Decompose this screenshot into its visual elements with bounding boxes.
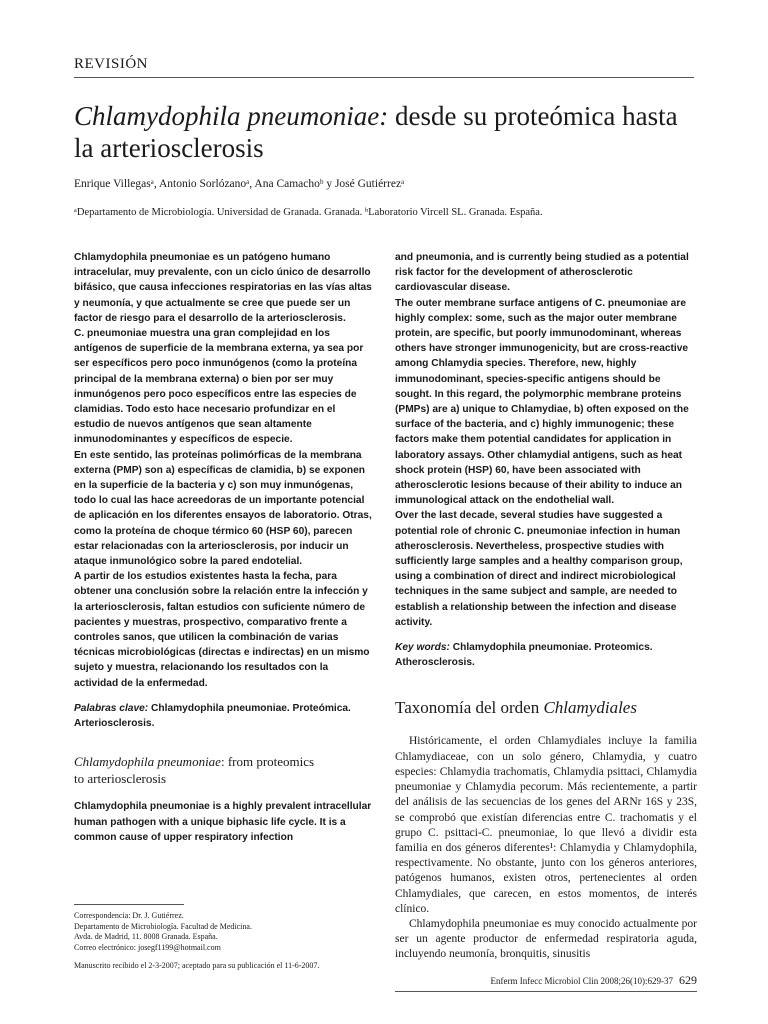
email-line: Correo electrónico: josegf1199@hotmail.com: [74, 942, 221, 952]
english-title-line2: to arteriosclerosis: [74, 771, 167, 787]
abstract-en-left: Chlamydophila pneumoniae is a highly prevalent intracellular human pathogen with a unique biphasic life cycle. It is a common cause of upper respiratory infection: [74, 801, 372, 843]
right-column: [395, 250, 697, 963]
footer-rule: [395, 991, 697, 992]
department-line: Departamento de Microbiología. Facultad de Medicina.: [74, 921, 252, 931]
authors: Enrique Villegasᵃ, Antonio Sorlózanoᵃ, Ana Camachoᵇ y José Gutiérrezᵃ: [74, 178, 405, 190]
footnotes: [74, 904, 374, 972]
english-title-rest: : from proteomics: [220, 754, 315, 770]
received-line: Manuscrito recibido el 2-3-2007; aceptado para su publicación el 11-6-2007.: [74, 961, 320, 970]
body-paragraph-2: Chlamydophila pneumoniae es muy conocido actualmente por ser un agente productor de enfermedad respiratoria aguda, incluyendo neumonía, bronquitis, sinusitis: [395, 917, 697, 961]
affiliation: ᵃDepartamento de Microbiología. Universidad de Granada. Granada. ᵇLaboratorio Vircell SL. Granada. España.: [74, 207, 543, 218]
abstract-es-p2: C. pneumoniae muestra una gran complejidad en los antígenos de superficie de la membrana externa, ya sea por ser específicos pero poco inmunógenos (como la proteína principal de la membrana externa) o bien por ser muy inmunógenos pero poco específicos entre las especies de clamidias. Todo esto hace necesario profundizar en el estudio de nuevos antígenos que sean altamente inmunodominantes y específicos de especie.: [74, 328, 364, 446]
abstract-en-p3: Over the last decade, several studies have suggested a potential role of chronic C. pneumoniae infection in human atherosclerosis. Nevertheless, prospective studies with sufficiently large samples and a healthy comparison group, using a combination of direct and indirect microbiological techniques in the same subject and sample, are needed to establish a relationship between the infection and disease activity.: [395, 510, 683, 628]
keywords-en-label: Key words:: [395, 642, 450, 654]
header-rule: [74, 77, 694, 78]
abstract-en-p2: The outer membrane surface antigens of C. pneumoniae are highly complex: some, such as the major outer membrane protein, are specific, but poorly immunodominant, whereas others have stronger immunogenicity, but are cross-reactive among Chlamydia species. Therefore, new, highly immunodominant, species-specific antigens should be sought. In this regard, the polymorphic membrane proteins (PMPs) are a) unique to Chlamydiae, b) often exposed on the surface of the bacteria, and c) highly immunogenic; these factors make them potential candidates for application in laboratory assays. Other chlamydial antigens, such as heat shock protein (HSP) 60, have been associated with atherosclerotic lesions because of their ability to induce an immunological attack on the endothelial wall.: [395, 297, 689, 507]
left-column: [74, 250, 374, 845]
title-italic: Chlamydophila pneumoniae:: [74, 101, 389, 131]
abstract-es-p3: En este sentido, las proteínas polimórficas de la membrana externa (PMP) son a) específicas de clamidia, b) se exponen en la superficie de la bacteria y c) son muy inmunógenas, todo lo cual las hace acreedoras de un importante potencial de aplicación en los diferentes ensayos de laboratorio. Otras, como la proteína de choque térmico 60 (HSP 60), parecen estar relacionadas con la arteriosclerosis, por inducir un ataque inmunológico sobre la pared endotelial.: [74, 449, 372, 568]
article-title: [74, 100, 694, 164]
title-rest: desde su proteómica hasta la arteriosclerosis: [74, 101, 678, 163]
english-title: [74, 753, 374, 787]
keywords-en: [395, 640, 697, 670]
section-heading: [395, 698, 697, 718]
keywords-es-label: Palabras clave:: [74, 702, 149, 714]
keywords-es-text: Chlamydophila pneumoniae. Proteómica. Arteriosclerosis.: [74, 702, 351, 730]
abstract-es-p4: A partir de los estudios existentes hasta la fecha, para obtener una conclusión sobre la relación entre la infección y la arteriosclerosis, faltan estudios con suficiente número de pacientes y muestras, prospectivo, comparativo frente a controles sanos, que utilicen la combinación de varias técnicas microbiológicas (directas e indirectas) en un mismo sujeto y muestra, relacionando los resultados con la actividad de la enfermedad.: [74, 571, 370, 689]
footnote-rule: [74, 904, 184, 905]
page-number: 629: [679, 973, 697, 987]
abstract-en-p1: and pneumonia, and is currently being studied as a potential risk factor for the development of atherosclerotic cardiovascular disease.: [395, 252, 689, 294]
page-footer: [483, 973, 697, 988]
section-heading-text: Taxonomía del orden: [395, 698, 544, 718]
section-heading-italic: Chlamydiales: [543, 698, 637, 718]
correspondence-line: Correspondencia: Dr. J. Gutiérrez.: [74, 911, 184, 920]
keywords-es: [74, 701, 374, 731]
address-line: Avda. de Madrid, 11. 8008 Granada. España.: [74, 932, 218, 941]
keywords-en-text: Chlamydophila pneumoniae. Proteomics. Atherosclerosis.: [395, 642, 653, 669]
abstract-es-p1: Chlamydophila pneumoniae es un patógeno humano intracelular, muy prevalente, con un ciclo único de desarrollo bifásico, que causa infecciones respiratorias en las vías altas y neumonía, y que actualmente se cree que puede ser un factor de riesgo para el desarrollo de la arteriosclerosis.: [74, 252, 372, 324]
body-paragraph-1: Históricamente, el orden Chlamydiales incluye la familia Chlamydiaceae, con un solo género, Chlamydia, y cuatro especies: Chlamydia trachomatis, Chlamydia psittaci, Chlamydia pneumoniae y Chlamydia pecorum. Más recientemente, a partir del análisis de las secuencias de los genes del ARNr 16S y 23S, se comprobó que existían diferencias entre C. trachomatis y el grupo C. psittaci-C. pneumoniae, lo que llevó a dividir esta familia en dos géneros diferentes¹: Chlamydia y Chlamydophila, respectivamente. No obstante, junto con los géneros anteriores, patógenos humanos, existen otros, pertenecientes al orden Chlamydiales, que carecen, en estos momentos, de interés clínico.: [395, 735, 697, 915]
section-label: REVISIÓN: [74, 56, 148, 72]
english-title-italic: Chlamydophila pneumoniae: [74, 754, 221, 770]
journal-citation: Enferm Infecc Microbiol Clin 2008;26(10):629-37: [490, 976, 673, 986]
